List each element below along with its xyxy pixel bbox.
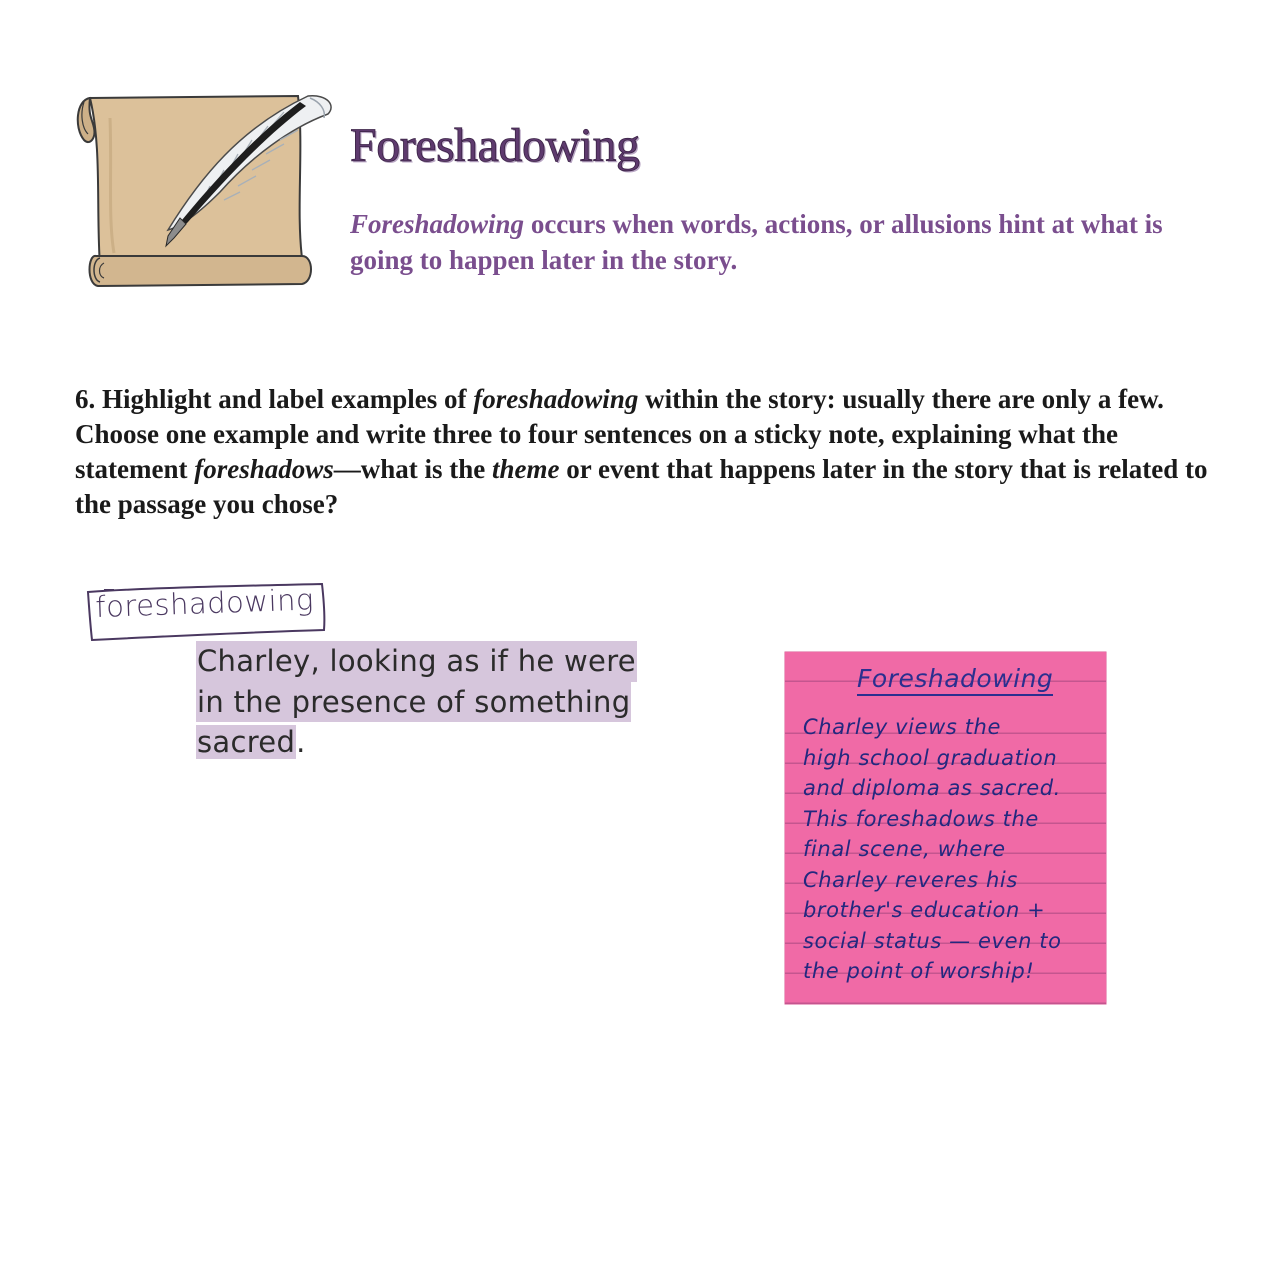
instruction-text	[75, 382, 1215, 522]
highlighted-passage	[196, 641, 696, 763]
passage-line: sacred	[197, 725, 296, 759]
sticky-note-line: social status — even to	[803, 928, 1062, 953]
sticky-note-title: Foreshadowing	[857, 664, 1053, 696]
sticky-note-line: Charley reveres his	[803, 867, 1018, 892]
sticky-note-line: Charley views the	[803, 715, 1001, 739]
sticky-note-line: and diploma as sacred.	[803, 776, 1061, 800]
sticky-note-body	[803, 712, 1093, 987]
instruction-term-theme: theme	[492, 454, 560, 484]
annotation-label: foreshadowing	[94, 582, 315, 624]
sticky-note	[785, 652, 1106, 1004]
sticky-note-line: high school graduation	[803, 745, 1058, 770]
sticky-note-line: brother's education +	[803, 898, 1046, 922]
sticky-note-line: This foreshadows the	[803, 806, 1039, 831]
passage-line: Charley, looking as if he were	[196, 641, 637, 682]
instruction-term-foreshadows: foreshadows	[194, 454, 334, 484]
definition-term: Foreshadowing	[350, 209, 525, 239]
instruction-part-4: or event that happens later in the story that is related to the passage you chose?	[75, 454, 1208, 519]
instruction-part-2: within the story: usually there are only a few. Choose one example and write three to four sentences on a sticky note, explaining what the statement	[75, 384, 1164, 484]
instruction-part-1: 6. Highlight and label examples of	[75, 384, 474, 414]
definition-text	[350, 206, 1230, 278]
page-title: Foreshadowing	[350, 119, 640, 172]
scroll-with-quill-icon	[70, 88, 340, 298]
sticky-note-line: final scene, where	[803, 837, 1006, 861]
instruction-term-foreshadowing: foreshadowing	[473, 384, 639, 414]
sticky-note-line: the point of worship!	[803, 959, 1035, 983]
instruction-part-3: —what is the	[333, 454, 493, 484]
passage-line: in the presence of something	[196, 682, 631, 723]
definition-body: occurs when words, actions, or allusions hint at what is going to happen later in the story.	[350, 209, 1163, 275]
passage-end-punctuation: .	[296, 725, 306, 759]
